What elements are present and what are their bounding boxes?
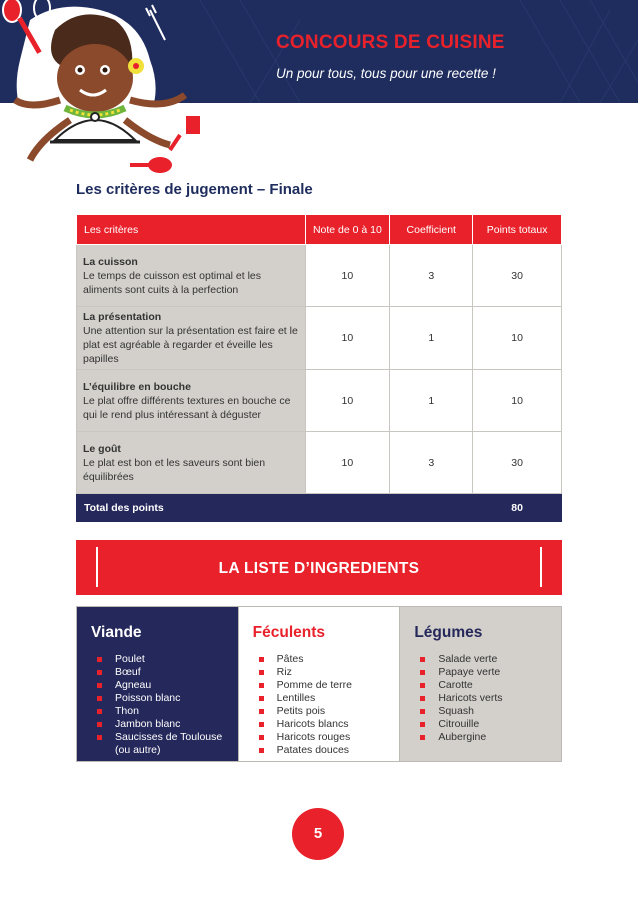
chef-mascot-illustration <box>0 0 210 190</box>
criterion-desc: Le plat offre différents textures en bouche ce qui le rend plus intéressant à déguster <box>83 394 291 421</box>
criterion-cell <box>77 370 306 432</box>
criterion-desc: Une attention sur la présentation est faire et le plat est agréable à regarder et éveille les papilles <box>83 325 298 365</box>
list-item: Haricots verts <box>418 692 502 705</box>
list-item: Citrouille <box>418 718 502 731</box>
criterion-cell <box>77 432 306 494</box>
col-header-coefficient: Coefficient <box>390 215 473 245</box>
header-title: CONCOURS DE CUISINE <box>276 32 505 53</box>
total-value: 80 <box>473 494 562 522</box>
header-subtitle: Un pour tous, tous pour une recette ! <box>276 66 496 81</box>
list-item: Carotte <box>418 679 502 692</box>
meat-column <box>77 607 238 761</box>
table-row <box>77 307 562 370</box>
list-item: Poisson blanc <box>95 692 225 705</box>
fork-icon <box>146 5 165 40</box>
list-item: Pomme de terre <box>257 679 352 692</box>
coef-cell: 3 <box>390 245 473 307</box>
list-item: Papaye verte <box>418 666 502 679</box>
criterion-title: L’équilibre en bouche <box>83 380 191 393</box>
total-cell: 30 <box>473 432 562 494</box>
table-row <box>77 370 562 432</box>
coef-cell: 1 <box>390 370 473 432</box>
note-cell: 10 <box>305 432 390 494</box>
list-item: Petits pois <box>257 705 352 718</box>
total-cell: 10 <box>473 307 562 370</box>
ingredients-title: LA LISTE D’INGREDIENTS <box>218 560 420 577</box>
col-header-note: Note de 0 à 10 <box>305 215 390 245</box>
criterion-title: La présentation <box>83 311 162 323</box>
list-item: Thon <box>95 705 225 718</box>
note-cell: 10 <box>305 370 390 432</box>
list-item: Pâtes <box>257 653 352 666</box>
list-item: Salade verte <box>418 653 502 666</box>
col-header-criteria: Les critères <box>77 215 306 245</box>
list-item: Saucisses de Toulouse (ou autre) <box>95 731 225 757</box>
coef-cell: 3 <box>390 432 473 494</box>
criterion-title: Le goût <box>83 442 121 455</box>
meat-list <box>95 653 225 757</box>
spatula-icon <box>170 115 201 150</box>
criterion-cell <box>77 307 306 370</box>
list-item: Squash <box>418 705 502 718</box>
note-cell: 10 <box>305 307 390 370</box>
list-item: Poulet <box>95 653 225 666</box>
veg-heading: Légumes <box>414 624 483 641</box>
criteria-header-row <box>77 215 562 245</box>
ladle-icon <box>130 157 172 173</box>
veg-column <box>399 607 561 761</box>
page-number: 5 <box>292 808 344 860</box>
ingredients-banner <box>76 540 562 595</box>
total-cell: 10 <box>473 370 562 432</box>
note-cell: 10 <box>305 245 390 307</box>
criterion-title: La cuisson <box>83 255 138 268</box>
criteria-section-title: Les critères de jugement – Finale <box>76 181 313 198</box>
veg-list <box>418 653 502 744</box>
list-item: Aubergine <box>418 731 502 744</box>
total-row <box>77 494 562 522</box>
flower-icon <box>128 58 144 74</box>
table-row <box>77 432 562 494</box>
meat-heading: Viande <box>91 624 142 641</box>
list-item: Haricots rouges <box>257 731 352 744</box>
coef-cell: 1 <box>390 307 473 370</box>
criterion-cell <box>77 245 306 307</box>
list-item: Patates douces <box>257 744 352 757</box>
criterion-desc: Le plat est bon et les saveurs sont bien équilibrées <box>83 456 266 483</box>
starch-list <box>257 653 352 757</box>
list-item: Lentilles <box>257 692 352 705</box>
starch-column <box>238 607 400 761</box>
total-label: Total des points <box>77 494 473 522</box>
list-item: Riz <box>257 666 352 679</box>
ingredients-grid <box>76 606 562 762</box>
list-item: Haricots blancs <box>257 718 352 731</box>
starch-heading: Féculents <box>252 624 326 641</box>
col-header-total: Points totaux <box>473 215 562 245</box>
criteria-table <box>76 214 562 522</box>
table-row <box>77 245 562 307</box>
list-item: Bœuf <box>95 666 225 679</box>
list-item: Agneau <box>95 679 225 692</box>
total-cell: 30 <box>473 245 562 307</box>
list-item: Jambon blanc <box>95 718 225 731</box>
criterion-desc: Le temps de cuisson est optimal et les aliments sont cuits à la perfection <box>83 269 262 296</box>
